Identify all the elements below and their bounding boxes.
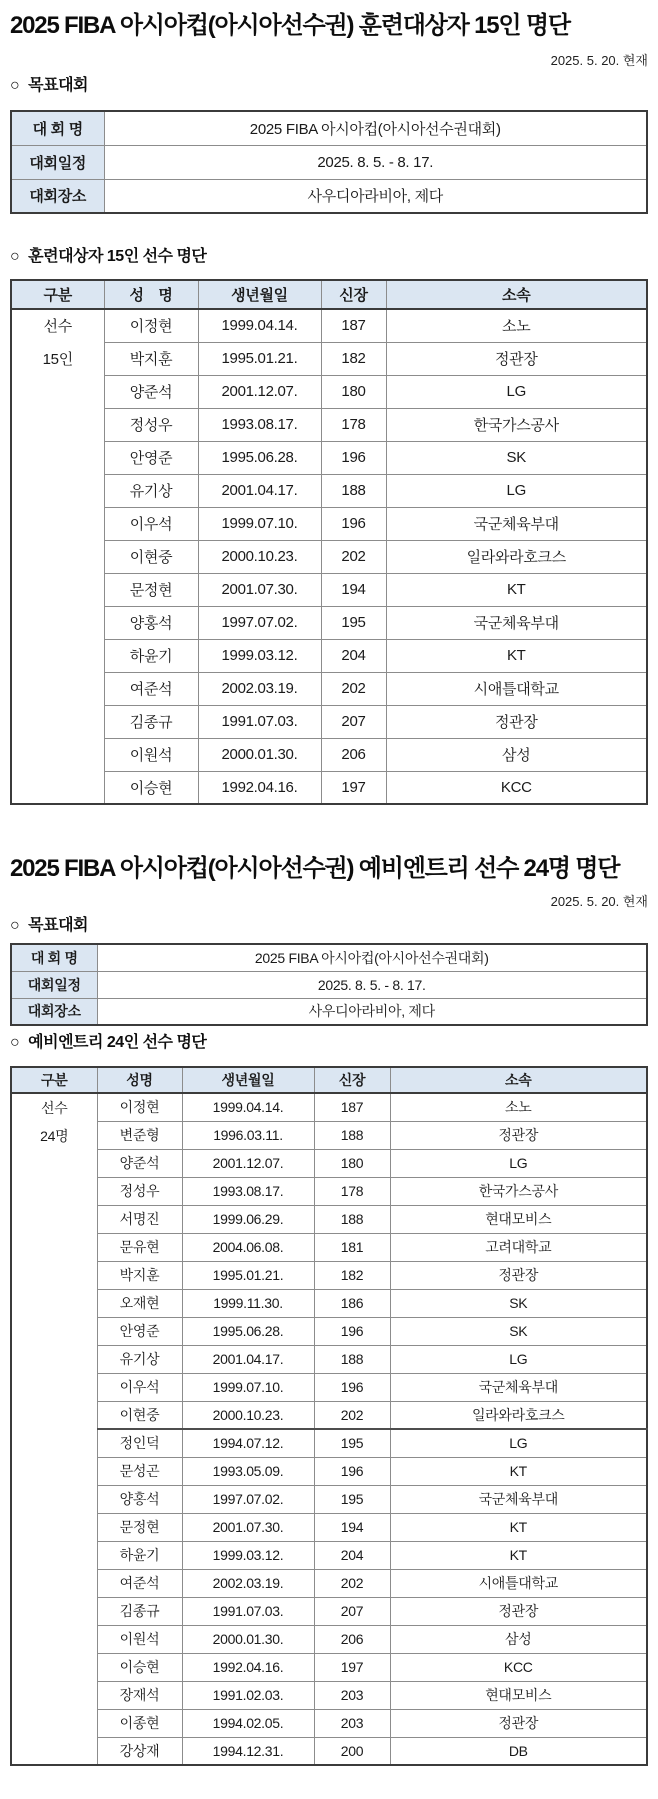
player-team: LG — [390, 1149, 647, 1177]
player-dob: 1999.07.10. — [198, 507, 321, 540]
player-dob: 2004.06.08. — [182, 1233, 314, 1261]
player-height: 196 — [314, 1457, 390, 1485]
player-name: 여준석 — [97, 1569, 182, 1597]
player-name: 이종현 — [97, 1709, 182, 1737]
section-heading-target-competition — [10, 916, 648, 935]
roster-header-row — [11, 1067, 647, 1093]
info-row — [11, 998, 647, 1025]
info-value: 2025. 8. 5. - 8. 17. — [97, 971, 647, 998]
player-name: 박지훈 — [104, 342, 198, 375]
player-height: 195 — [314, 1429, 390, 1457]
player-row — [11, 375, 647, 408]
col-header-name: 성 명 — [104, 280, 198, 309]
player-team: 시애틀대학교 — [386, 672, 647, 705]
group-cell — [11, 309, 104, 804]
player-name: 문정현 — [97, 1513, 182, 1541]
player-team: 시애틀대학교 — [390, 1569, 647, 1597]
player-row — [11, 1093, 647, 1121]
info-label: 대 회 명 — [11, 111, 104, 145]
player-height: 200 — [314, 1737, 390, 1765]
player-dob: 1999.06.29. — [182, 1205, 314, 1233]
player-row — [11, 1653, 647, 1681]
player-row — [11, 1401, 647, 1429]
section-heading-roster24 — [10, 1033, 648, 1052]
col-header-dob: 생년월일 — [182, 1067, 314, 1093]
player-team: SK — [390, 1317, 647, 1345]
player-row — [11, 474, 647, 507]
player-row — [11, 1457, 647, 1485]
player-height: 196 — [314, 1317, 390, 1345]
player-team: KT — [390, 1513, 647, 1541]
info-label: 대회일정 — [11, 971, 97, 998]
player-team: 정관장 — [386, 705, 647, 738]
player-row — [11, 705, 647, 738]
player-team: SK — [390, 1289, 647, 1317]
circle-bullet-icon: ○ — [10, 917, 20, 934]
player-dob: 1999.03.12. — [182, 1541, 314, 1569]
circle-bullet-icon: ○ — [10, 77, 20, 94]
player-name: 정성우 — [97, 1177, 182, 1205]
page-title-roster24: 2025 FIBA 아시아컵(아시아선수권) 예비엔트리 선수 24명 명단 — [10, 855, 620, 882]
player-row — [11, 1149, 647, 1177]
player-row — [11, 1289, 647, 1317]
player-row — [11, 507, 647, 540]
info-value: 사우디아라비아, 제다 — [104, 179, 647, 213]
player-height: 202 — [321, 672, 386, 705]
player-row — [11, 1121, 647, 1149]
player-height: 194 — [314, 1513, 390, 1541]
col-header-team: 소속 — [390, 1067, 647, 1093]
player-row — [11, 540, 647, 573]
player-name: 양준석 — [97, 1149, 182, 1177]
col-header-group: 구분 — [11, 1067, 97, 1093]
player-row — [11, 1373, 647, 1401]
player-dob: 1997.07.02. — [182, 1485, 314, 1513]
player-height: 180 — [314, 1149, 390, 1177]
player-dob: 2000.10.23. — [198, 540, 321, 573]
player-team: 소노 — [390, 1093, 647, 1121]
player-row — [11, 1177, 647, 1205]
player-team: 국군체육부대 — [386, 507, 647, 540]
player-height: 196 — [321, 441, 386, 474]
competition-info-table — [10, 943, 648, 1026]
player-name: 서명진 — [97, 1205, 182, 1233]
player-team: 현대모비스 — [390, 1205, 647, 1233]
player-height: 207 — [314, 1597, 390, 1625]
player-name: 강상재 — [97, 1737, 182, 1765]
player-row — [11, 1541, 647, 1569]
player-height: 203 — [314, 1681, 390, 1709]
player-dob: 2002.03.19. — [182, 1569, 314, 1597]
player-name: 하윤기 — [97, 1541, 182, 1569]
player-row — [11, 672, 647, 705]
player-row — [11, 1485, 647, 1513]
player-row — [11, 1233, 647, 1261]
player-team: LG — [390, 1429, 647, 1457]
group-label: 선수 — [41, 1100, 68, 1116]
player-name: 문정현 — [104, 573, 198, 606]
player-row — [11, 342, 647, 375]
player-team: 국군체육부대 — [386, 606, 647, 639]
player-height: 204 — [314, 1541, 390, 1569]
player-height: 202 — [314, 1569, 390, 1597]
player-team: 소노 — [386, 309, 647, 342]
player-name: 이정현 — [97, 1093, 182, 1121]
section-heading-roster15 — [10, 247, 648, 266]
player-row — [11, 1737, 647, 1765]
player-row — [11, 639, 647, 672]
player-team: KT — [390, 1457, 647, 1485]
player-dob: 1991.07.03. — [198, 705, 321, 738]
player-dob: 2001.12.07. — [198, 375, 321, 408]
player-dob: 1991.02.03. — [182, 1681, 314, 1709]
player-dob: 1995.06.28. — [182, 1317, 314, 1345]
player-height: 196 — [314, 1373, 390, 1401]
player-height: 187 — [314, 1093, 390, 1121]
info-label: 대회장소 — [11, 998, 97, 1025]
player-name: 오재현 — [97, 1289, 182, 1317]
info-value: 2025. 8. 5. - 8. 17. — [104, 145, 647, 179]
player-dob: 2000.01.30. — [182, 1625, 314, 1653]
info-row — [11, 145, 647, 179]
player-name: 정성우 — [104, 408, 198, 441]
player-team: LG — [390, 1345, 647, 1373]
player-team: LG — [386, 375, 647, 408]
player-dob: 1995.06.28. — [198, 441, 321, 474]
player-row — [11, 309, 647, 342]
player-height: 182 — [314, 1261, 390, 1289]
player-team: SK — [386, 441, 647, 474]
player-name: 이승현 — [104, 771, 198, 804]
player-row — [11, 1429, 647, 1457]
player-height: 206 — [314, 1625, 390, 1653]
player-dob: 1994.12.31. — [182, 1737, 314, 1765]
player-team: 국군체육부대 — [390, 1485, 647, 1513]
player-name: 이정현 — [104, 309, 198, 342]
player-dob: 2001.04.17. — [182, 1345, 314, 1373]
player-dob: 1992.04.16. — [182, 1653, 314, 1681]
player-row — [11, 1625, 647, 1653]
player-height: 204 — [321, 639, 386, 672]
player-name: 안영준 — [104, 441, 198, 474]
player-name: 장재석 — [97, 1681, 182, 1709]
player-name: 문유현 — [97, 1233, 182, 1261]
circle-bullet-icon: ○ — [10, 1034, 20, 1051]
player-row — [11, 1205, 647, 1233]
player-team: 국군체육부대 — [390, 1373, 647, 1401]
col-header-dob: 생년월일 — [198, 280, 321, 309]
player-height: 188 — [314, 1205, 390, 1233]
player-row — [11, 1317, 647, 1345]
player-name: 정인덕 — [97, 1429, 182, 1457]
player-row — [11, 606, 647, 639]
as-of-date: 2025. 5. 20. 현재 — [550, 894, 648, 909]
player-team: 일라와라호크스 — [390, 1401, 647, 1429]
roster15-table — [10, 279, 648, 805]
player-dob: 2001.07.30. — [198, 573, 321, 606]
player-dob: 1999.04.14. — [182, 1093, 314, 1121]
player-height: 188 — [314, 1121, 390, 1149]
player-name: 김종규 — [97, 1597, 182, 1625]
player-team: 정관장 — [390, 1709, 647, 1737]
info-row — [11, 971, 647, 998]
roster24-table — [10, 1066, 648, 1766]
player-dob: 1993.08.17. — [182, 1177, 314, 1205]
col-header-name: 성명 — [97, 1067, 182, 1093]
player-name: 양홍석 — [97, 1485, 182, 1513]
player-row — [11, 1709, 647, 1737]
player-team: 삼성 — [390, 1625, 647, 1653]
player-dob: 2000.10.23. — [182, 1401, 314, 1429]
player-row — [11, 441, 647, 474]
player-height: 196 — [321, 507, 386, 540]
player-name: 양홍석 — [104, 606, 198, 639]
player-team: DB — [390, 1737, 647, 1765]
player-team: 한국가스공사 — [390, 1177, 647, 1205]
player-height: 182 — [321, 342, 386, 375]
section-heading-text: 훈련대상자 15인 선수 명단 — [28, 248, 207, 265]
player-name: 이현중 — [97, 1401, 182, 1429]
player-height: 202 — [321, 540, 386, 573]
player-team: 삼성 — [386, 738, 647, 771]
col-header-team: 소속 — [386, 280, 647, 309]
player-name: 이원석 — [97, 1625, 182, 1653]
player-dob: 1999.04.14. — [198, 309, 321, 342]
player-name: 이우석 — [104, 507, 198, 540]
player-name: 하윤기 — [104, 639, 198, 672]
player-row — [11, 1345, 647, 1373]
player-dob: 2000.01.30. — [198, 738, 321, 771]
player-height: 188 — [314, 1345, 390, 1373]
page-title-roster15: 2025 FIBA 아시아컵(아시아선수권) 훈련대상자 15인 명단 — [10, 12, 570, 39]
player-dob: 1994.07.12. — [182, 1429, 314, 1457]
player-name: 안영준 — [97, 1317, 182, 1345]
player-dob: 2001.07.30. — [182, 1513, 314, 1541]
player-dob: 1999.11.30. — [182, 1289, 314, 1317]
player-name: 양준석 — [104, 375, 198, 408]
player-height: 195 — [321, 606, 386, 639]
info-row — [11, 111, 647, 145]
preliminary-entry-section — [10, 851, 648, 1766]
player-height: 197 — [314, 1653, 390, 1681]
col-header-group: 구분 — [11, 280, 104, 309]
player-team: 정관장 — [390, 1121, 647, 1149]
player-row — [11, 1569, 647, 1597]
player-height: 178 — [314, 1177, 390, 1205]
info-label: 대회일정 — [11, 145, 104, 179]
player-dob: 1997.07.02. — [198, 606, 321, 639]
training-roster-section — [10, 8, 648, 805]
player-height: 206 — [321, 738, 386, 771]
player-dob: 2001.04.17. — [198, 474, 321, 507]
player-name: 유기상 — [97, 1345, 182, 1373]
player-height: 195 — [314, 1485, 390, 1513]
player-dob: 1993.08.17. — [198, 408, 321, 441]
group-cell — [11, 1093, 97, 1765]
player-row — [11, 738, 647, 771]
player-row — [11, 408, 647, 441]
player-height: 203 — [314, 1709, 390, 1737]
group-label: 24명 — [40, 1128, 69, 1144]
player-dob: 1992.04.16. — [198, 771, 321, 804]
player-height: 178 — [321, 408, 386, 441]
player-name: 이현중 — [104, 540, 198, 573]
section-heading-text: 목표대회 — [28, 77, 88, 94]
player-row — [11, 1597, 647, 1625]
competition-info-table — [10, 110, 648, 214]
player-dob: 1993.05.09. — [182, 1457, 314, 1485]
player-name: 문성곤 — [97, 1457, 182, 1485]
player-dob: 1999.03.12. — [198, 639, 321, 672]
player-team: 정관장 — [386, 342, 647, 375]
info-label: 대 회 명 — [11, 944, 97, 971]
info-value: 2025 FIBA 아시아컵(아시아선수권대회) — [104, 111, 647, 145]
info-row — [11, 944, 647, 971]
player-dob: 1996.03.11. — [182, 1121, 314, 1149]
info-value: 사우디아라비아, 제다 — [97, 998, 647, 1025]
player-row — [11, 1681, 647, 1709]
player-dob: 1999.07.10. — [182, 1373, 314, 1401]
player-team: KT — [386, 639, 647, 672]
roster-header-row — [11, 280, 647, 309]
player-name: 이승현 — [97, 1653, 182, 1681]
info-row — [11, 179, 647, 213]
player-team: KCC — [390, 1653, 647, 1681]
player-row — [11, 573, 647, 606]
player-height: 187 — [321, 309, 386, 342]
player-team: LG — [386, 474, 647, 507]
player-name: 변준형 — [97, 1121, 182, 1149]
section-heading-target-competition — [10, 76, 648, 95]
group-label: 선수 — [43, 318, 72, 335]
player-height: 181 — [314, 1233, 390, 1261]
player-height: 180 — [321, 375, 386, 408]
player-height: 186 — [314, 1289, 390, 1317]
section-heading-text: 목표대회 — [28, 917, 88, 934]
group-label: 15인 — [42, 351, 73, 368]
info-value: 2025 FIBA 아시아컵(아시아선수권대회) — [97, 944, 647, 971]
player-team: 정관장 — [390, 1261, 647, 1289]
player-height: 207 — [321, 705, 386, 738]
player-name: 여준석 — [104, 672, 198, 705]
player-dob: 1991.07.03. — [182, 1597, 314, 1625]
player-row — [11, 1513, 647, 1541]
player-name: 김종규 — [104, 705, 198, 738]
player-height: 194 — [321, 573, 386, 606]
player-row — [11, 1261, 647, 1289]
player-dob: 1995.01.21. — [198, 342, 321, 375]
circle-bullet-icon: ○ — [10, 248, 20, 265]
player-team: KCC — [386, 771, 647, 804]
player-team: 정관장 — [390, 1597, 647, 1625]
player-name: 박지훈 — [97, 1261, 182, 1289]
col-header-height: 신장 — [314, 1067, 390, 1093]
player-name: 이우석 — [97, 1373, 182, 1401]
col-header-height: 신장 — [321, 280, 386, 309]
section-heading-text: 예비엔트리 24인 선수 명단 — [28, 1034, 207, 1051]
player-team: 일라와라호크스 — [386, 540, 647, 573]
player-name: 이원석 — [104, 738, 198, 771]
player-dob: 2001.12.07. — [182, 1149, 314, 1177]
player-team: 한국가스공사 — [386, 408, 647, 441]
player-dob: 1995.01.21. — [182, 1261, 314, 1289]
player-row — [11, 771, 647, 804]
player-team: KT — [386, 573, 647, 606]
player-team: 고려대학교 — [390, 1233, 647, 1261]
player-name: 유기상 — [104, 474, 198, 507]
player-dob: 2002.03.19. — [198, 672, 321, 705]
player-height: 188 — [321, 474, 386, 507]
player-height: 197 — [321, 771, 386, 804]
player-height: 202 — [314, 1401, 390, 1429]
player-dob: 1994.02.05. — [182, 1709, 314, 1737]
info-label: 대회장소 — [11, 179, 104, 213]
player-team: KT — [390, 1541, 647, 1569]
player-team: 현대모비스 — [390, 1681, 647, 1709]
as-of-date: 2025. 5. 20. 현재 — [550, 53, 648, 68]
